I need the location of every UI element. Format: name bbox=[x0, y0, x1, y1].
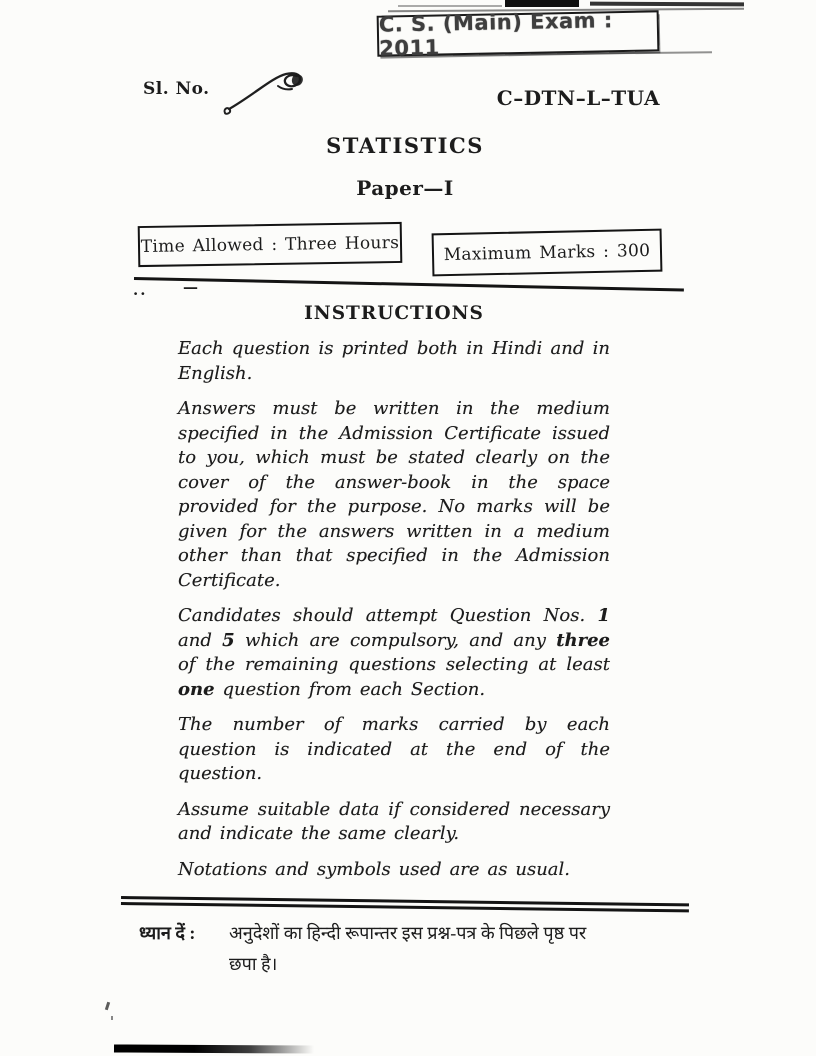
exam-stamp-text: C. S. (Main) Exam : 2011 bbox=[378, 7, 613, 61]
horizontal-rule bbox=[134, 277, 684, 292]
scan-speck bbox=[105, 1002, 110, 1011]
instruction-paragraph: Each question is printed both in Hindi and in English. bbox=[178, 338, 610, 384]
scan-artifact-bar bbox=[505, 0, 579, 7]
scan-mark-dash: — bbox=[183, 278, 198, 296]
paragraph-segment: question from each Section. bbox=[214, 678, 486, 700]
exam-stamp-box bbox=[377, 7, 660, 61]
instruction-paragraph: Notations and symbols used are as usual. bbox=[178, 858, 571, 880]
note-line: अनुदेशों का हिन्दी रूपान्तर इस प्रश्न-पत्र के पिछले पृष्ठ पर bbox=[229, 923, 587, 943]
compulsory-question-number: 1 bbox=[597, 605, 610, 626]
scan-speck bbox=[111, 1016, 113, 1020]
serial-number-label: Sl. No. bbox=[143, 79, 210, 99]
scan-artifact-line bbox=[398, 5, 502, 7]
instructions-heading: INSTRUCTIONS bbox=[304, 303, 484, 324]
attention-note-text bbox=[229, 918, 639, 980]
scan-artifact-bar bbox=[590, 2, 744, 7]
time-allowed-box bbox=[138, 222, 403, 267]
exam-subject-title: STATISTICS bbox=[326, 133, 484, 158]
handwritten-scribble bbox=[218, 64, 313, 122]
paragraph-segment: and bbox=[178, 629, 223, 651]
instruction-paragraph bbox=[178, 604, 610, 702]
compulsory-question-number: 5 bbox=[222, 629, 235, 651]
instructions-body bbox=[178, 337, 610, 893]
time-allowed-text: Time Allowed : Three Hours bbox=[140, 232, 400, 257]
scan-artifact-bottom-bar bbox=[114, 1044, 314, 1053]
paper-number: Paper—I bbox=[356, 176, 454, 200]
paper-code: C–DTN–L–TUA bbox=[496, 86, 660, 110]
emphasis-word: three bbox=[556, 629, 610, 651]
emphasis-word: one bbox=[178, 678, 215, 700]
maximum-marks-box bbox=[432, 229, 663, 277]
paragraph-segment: which are compulsory, and any bbox=[234, 629, 557, 651]
double-rule bbox=[121, 896, 689, 912]
scan-mark-dots: .. bbox=[133, 281, 148, 299]
attention-note-label: ध्यान दें : bbox=[139, 923, 196, 943]
paragraph-segment: Candidates should attempt Question Nos. bbox=[178, 605, 598, 626]
instruction-paragraph: The number of marks carried by each question is indicated at the end of the question. bbox=[178, 714, 610, 784]
paragraph-segment: of the remaining questions selecting at least bbox=[178, 654, 610, 675]
instruction-paragraph: Answers must be written in the medium specified in the Admission Certificate issued to you, which must be stated clearly on the cover of the answer-book in the space provided for the purpose. No marks will be given for the answers written in a medium other than that specified in the Admission Certificate. bbox=[178, 398, 610, 591]
maximum-marks-text: Maximum Marks : 300 bbox=[443, 240, 651, 265]
instruction-paragraph: Assume suitable data if considered necessary and indicate the same clearly. bbox=[178, 798, 610, 844]
note-line: छपा है। bbox=[229, 954, 278, 974]
